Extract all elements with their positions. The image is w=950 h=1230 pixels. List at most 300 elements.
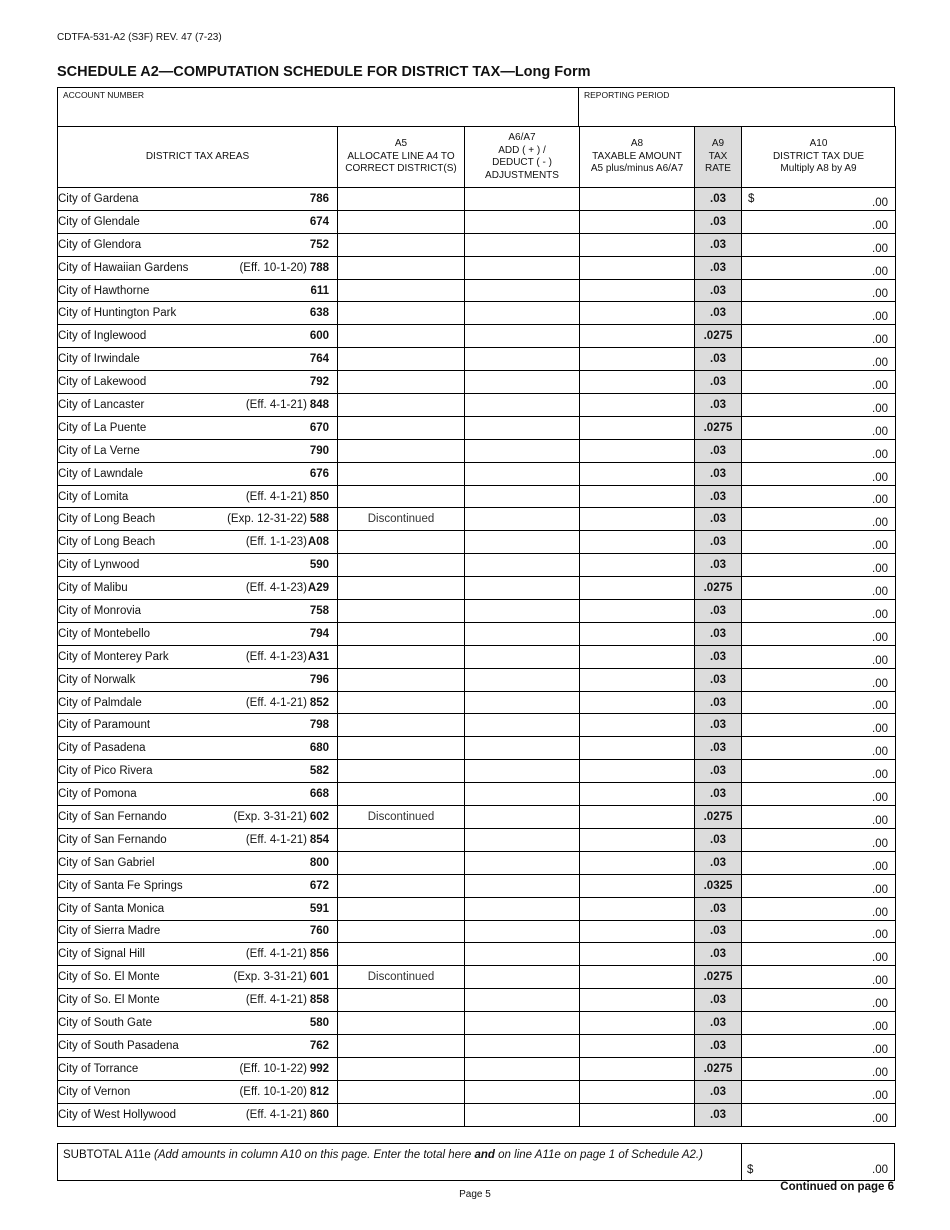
a9-tax-rate (695, 325, 742, 348)
reporting-period-field[interactable] (579, 88, 896, 127)
cents-suffix: .00 (872, 563, 888, 576)
a10-district-tax-due-input[interactable] (742, 210, 896, 233)
a10-district-tax-due-input[interactable] (742, 371, 896, 394)
district-name-cell (58, 897, 338, 920)
a6a7-adjustment-input[interactable] (465, 989, 580, 1012)
subtotal-label: SUBTOTAL A11e (Add amounts in column A10 on this page. Enter the total here and on line A11e on page 1 of Schedule A2.) (58, 1144, 742, 1180)
table-row (58, 714, 896, 737)
tax-rate-value: .03 (710, 765, 726, 778)
col-header-a10: A10 DISTRICT TAX DUE Multiply A8 by A9 (742, 127, 896, 188)
district-name: City of Torrance (58, 1062, 139, 1075)
a9-tax-rate (695, 485, 742, 508)
a9-tax-rate (695, 279, 742, 302)
a8-taxable-amount-input[interactable] (580, 485, 695, 508)
district-name: City of Montebello (58, 627, 151, 640)
a10-district-tax-due-input[interactable] (742, 188, 896, 211)
a8-taxable-amount-input[interactable] (580, 668, 695, 691)
a6a7-adjustment-input[interactable] (465, 1057, 580, 1080)
a8-taxable-amount-input[interactable] (580, 943, 695, 966)
a10-district-tax-due-input[interactable] (742, 1103, 896, 1126)
district-name-cell (58, 188, 338, 211)
a10-district-tax-due-input[interactable] (742, 531, 896, 554)
district-name: City of Paramount (58, 719, 151, 732)
a6a7-adjustment-input[interactable] (465, 256, 580, 279)
a8-taxable-amount-input[interactable] (580, 302, 695, 325)
a6a7-adjustment-input[interactable] (465, 371, 580, 394)
a8-taxable-amount-input[interactable] (580, 508, 695, 531)
district-code: A31 (307, 650, 329, 663)
a6a7-adjustment-input[interactable] (465, 645, 580, 668)
a10-district-tax-due-input[interactable] (742, 508, 896, 531)
district-name-cell (58, 783, 338, 806)
a10-district-tax-due-input[interactable] (742, 256, 896, 279)
a5-allocate-input[interactable] (338, 394, 465, 417)
a6a7-adjustment-input[interactable] (465, 394, 580, 417)
district-name-cell (58, 806, 338, 829)
a10-district-tax-due-input[interactable] (742, 989, 896, 1012)
a5-allocate-input[interactable] (338, 783, 465, 806)
a5-allocate-input[interactable] (338, 416, 465, 439)
table-row (58, 691, 896, 714)
a5-allocate-input[interactable] (338, 188, 465, 211)
district-name-cell (58, 1080, 338, 1103)
table-row (58, 210, 896, 233)
a8-taxable-amount-input[interactable] (580, 416, 695, 439)
table-row (58, 1034, 896, 1057)
table-row (58, 851, 896, 874)
a9-tax-rate (695, 508, 742, 531)
a5-allocate-input[interactable] (338, 668, 465, 691)
district-name-cell (58, 943, 338, 966)
a8-taxable-amount-input[interactable] (580, 622, 695, 645)
district-code: 848 (309, 398, 329, 411)
a9-tax-rate (695, 210, 742, 233)
district-name-cell (58, 1012, 338, 1035)
a5-allocate-input[interactable] (338, 210, 465, 233)
a10-district-tax-due-input[interactable] (742, 394, 896, 417)
a8-taxable-amount-input[interactable] (580, 806, 695, 829)
tax-rate-value: .0275 (703, 421, 733, 434)
subtotal-amount-field[interactable] (742, 1144, 894, 1180)
cents-suffix: .00 (872, 425, 888, 438)
a8-taxable-amount-input[interactable] (580, 348, 695, 371)
table-row (58, 897, 896, 920)
a5-allocate-input[interactable] (338, 371, 465, 394)
a10-district-tax-due-input[interactable] (742, 302, 896, 325)
a10-district-tax-due-input[interactable] (742, 714, 896, 737)
tax-rate-value: .03 (710, 994, 726, 1007)
a8-taxable-amount-input[interactable] (580, 828, 695, 851)
a9-tax-rate (695, 897, 742, 920)
district-name: City of Pico Rivera (58, 765, 153, 778)
a6a7-adjustment-input[interactable] (465, 508, 580, 531)
a6a7-adjustment-input[interactable] (465, 1012, 580, 1035)
table-row (58, 668, 896, 691)
continued-note: Continued on page 6 (780, 1181, 894, 1193)
a6a7-adjustment-input[interactable] (465, 210, 580, 233)
district-name: City of Lakewood (58, 376, 147, 389)
district-name-cell (58, 531, 338, 554)
a10-district-tax-due-input[interactable] (742, 600, 896, 623)
table-row (58, 416, 896, 439)
a8-taxable-amount-input[interactable] (580, 462, 695, 485)
a8-taxable-amount-input[interactable] (580, 279, 695, 302)
a8-taxable-amount-input[interactable] (580, 1012, 695, 1035)
district-code: 676 (309, 467, 329, 480)
a8-taxable-amount-input[interactable] (580, 577, 695, 600)
table-row (58, 600, 896, 623)
a8-taxable-amount-input[interactable] (580, 1034, 695, 1057)
a9-tax-rate (695, 577, 742, 600)
tax-rate-value: .03 (710, 604, 726, 617)
a10-district-tax-due-input[interactable] (742, 462, 896, 485)
a6a7-adjustment-input[interactable] (465, 897, 580, 920)
a8-taxable-amount-input[interactable] (580, 874, 695, 897)
tax-rate-value: .03 (710, 238, 726, 251)
a9-tax-rate (695, 1034, 742, 1057)
table-row (58, 920, 896, 943)
a10-district-tax-due-input[interactable] (742, 485, 896, 508)
a10-district-tax-due-input[interactable] (742, 966, 896, 989)
a5-allocate-input[interactable] (338, 828, 465, 851)
district-code: 812 (309, 1085, 329, 1098)
account-header (57, 87, 895, 127)
district-code: 762 (309, 1039, 329, 1052)
a10-district-tax-due-input[interactable] (742, 622, 896, 645)
district-name-cell (58, 989, 338, 1012)
a6a7-adjustment-input[interactable] (465, 416, 580, 439)
cents-suffix: .00 (872, 814, 888, 827)
district-name-cell (58, 966, 338, 989)
cents-suffix: .00 (872, 608, 888, 621)
a5-allocate-input[interactable] (338, 531, 465, 554)
cents-suffix: .00 (872, 540, 888, 553)
tax-rate-value: .03 (710, 490, 726, 503)
tax-rate-value: .03 (710, 650, 726, 663)
a8-taxable-amount-input[interactable] (580, 531, 695, 554)
table-row (58, 485, 896, 508)
a8-taxable-amount-input[interactable] (580, 783, 695, 806)
district-name-cell (58, 371, 338, 394)
a5-allocate-input[interactable] (338, 325, 465, 348)
a8-taxable-amount-input[interactable] (580, 394, 695, 417)
a6a7-adjustment-input[interactable] (465, 668, 580, 691)
a6a7-adjustment-input[interactable] (465, 188, 580, 211)
a5-allocate-input[interactable] (338, 622, 465, 645)
a10-district-tax-due-input[interactable] (742, 783, 896, 806)
a10-district-tax-due-input[interactable] (742, 416, 896, 439)
a8-taxable-amount-input[interactable] (580, 1103, 695, 1126)
a6a7-adjustment-input[interactable] (465, 737, 580, 760)
a5-allocate-input[interactable] (338, 256, 465, 279)
table-row (58, 371, 896, 394)
a10-district-tax-due-input[interactable] (742, 943, 896, 966)
district-name: City of South Pasadena (58, 1039, 179, 1052)
district-name-cell (58, 668, 338, 691)
a6a7-adjustment-input[interactable] (465, 783, 580, 806)
a6a7-adjustment-input[interactable] (465, 1034, 580, 1057)
cents-suffix: .00 (872, 654, 888, 667)
cents-suffix: .00 (872, 723, 888, 736)
a8-taxable-amount-input[interactable] (580, 439, 695, 462)
a9-tax-rate (695, 851, 742, 874)
a6a7-adjustment-input[interactable] (465, 577, 580, 600)
a9-tax-rate (695, 1080, 742, 1103)
cents-suffix: .00 (872, 929, 888, 942)
a5-allocate-input[interactable] (338, 691, 465, 714)
a5-allocate-input[interactable] (338, 233, 465, 256)
a10-district-tax-due-input[interactable] (742, 828, 896, 851)
a9-tax-rate (695, 554, 742, 577)
a5-allocate-input[interactable] (338, 920, 465, 943)
cents-suffix: .00 (872, 677, 888, 690)
a10-district-tax-due-input[interactable] (742, 851, 896, 874)
district-code: 852 (309, 696, 329, 709)
a6a7-adjustment-input[interactable] (465, 462, 580, 485)
a10-district-tax-due-input[interactable] (742, 897, 896, 920)
tax-rate-value: .03 (710, 948, 726, 961)
a8-taxable-amount-input[interactable] (580, 966, 695, 989)
cents-suffix: .00 (872, 1066, 888, 1079)
a6a7-adjustment-input[interactable] (465, 622, 580, 645)
a5-allocate-input[interactable] (338, 1057, 465, 1080)
a9-tax-rate (695, 645, 742, 668)
a10-district-tax-due-input[interactable] (742, 1012, 896, 1035)
cents-suffix: .00 (872, 631, 888, 644)
a5-allocate-input[interactable] (338, 897, 465, 920)
a6a7-adjustment-input[interactable] (465, 439, 580, 462)
a5-allocate-input[interactable] (338, 600, 465, 623)
a8-taxable-amount-input[interactable] (580, 760, 695, 783)
table-row (58, 966, 896, 989)
a8-taxable-amount-input[interactable] (580, 897, 695, 920)
a10-district-tax-due-input[interactable] (742, 645, 896, 668)
tax-rate-value: .03 (710, 1108, 726, 1121)
a5-allocate-input[interactable] (338, 943, 465, 966)
a5-allocate-input[interactable] (338, 554, 465, 577)
a9-tax-rate (695, 943, 742, 966)
a6a7-adjustment-input[interactable] (465, 531, 580, 554)
a5-allocate-input[interactable] (338, 577, 465, 600)
a10-district-tax-due-input[interactable] (742, 1034, 896, 1057)
table-row (58, 394, 896, 417)
cents-suffix: .00 (872, 998, 888, 1011)
a6a7-adjustment-input[interactable] (465, 233, 580, 256)
district-name: City of Huntington Park (58, 307, 177, 320)
district-name-cell (58, 691, 338, 714)
district-code: 992 (309, 1062, 329, 1075)
currency-symbol: $ (748, 192, 755, 205)
a6a7-adjustment-input[interactable] (465, 554, 580, 577)
a5-allocate-input[interactable] (338, 1080, 465, 1103)
a6a7-adjustment-input[interactable] (465, 302, 580, 325)
a8-taxable-amount-input[interactable] (580, 325, 695, 348)
tax-rate-value: .03 (710, 856, 726, 869)
a10-district-tax-due-input[interactable] (742, 920, 896, 943)
a5-status: Discontinued (367, 513, 435, 526)
a8-taxable-amount-input[interactable] (580, 1057, 695, 1080)
a8-taxable-amount-input[interactable] (580, 920, 695, 943)
a9-tax-rate (695, 462, 742, 485)
a8-taxable-amount-input[interactable] (580, 645, 695, 668)
a8-taxable-amount-input[interactable] (580, 210, 695, 233)
a5-allocate-input[interactable] (338, 806, 465, 829)
district-name-cell (58, 554, 338, 577)
table-row (58, 783, 896, 806)
tax-rate-value: .03 (710, 1085, 726, 1098)
district-code: 764 (309, 353, 329, 366)
district-code: 670 (309, 421, 329, 434)
a5-allocate-input[interactable] (338, 851, 465, 874)
a10-district-tax-due-input[interactable] (742, 874, 896, 897)
table-row (58, 828, 896, 851)
district-name: City of La Puente (58, 421, 147, 434)
account-number-label: ACCOUNT NUMBER (63, 90, 145, 100)
a10-district-tax-due-input[interactable] (742, 577, 896, 600)
a10-district-tax-due-input[interactable] (742, 691, 896, 714)
a8-taxable-amount-input[interactable] (580, 989, 695, 1012)
district-name-cell (58, 851, 338, 874)
district-name-cell (58, 1057, 338, 1080)
district-effective-note: (Eff. 4-1-21) (245, 948, 307, 961)
a9-tax-rate (695, 989, 742, 1012)
a5-allocate-input[interactable] (338, 485, 465, 508)
table-row (58, 554, 896, 577)
a5-allocate-input[interactable] (338, 462, 465, 485)
a8-taxable-amount-input[interactable] (580, 737, 695, 760)
cents-suffix: .00 (872, 196, 888, 209)
a5-allocate-input[interactable] (338, 966, 465, 989)
district-name: City of Santa Fe Springs (58, 879, 183, 892)
a6a7-adjustment-input[interactable] (465, 1103, 580, 1126)
a6a7-adjustment-input[interactable] (465, 1080, 580, 1103)
table-row (58, 325, 896, 348)
tax-rate-value: .03 (710, 559, 726, 572)
district-effective-note: (Eff. 4-1-23) (245, 650, 307, 663)
district-name-cell (58, 325, 338, 348)
cents-suffix: .00 (872, 380, 888, 393)
a9-tax-rate (695, 1012, 742, 1035)
a8-taxable-amount-input[interactable] (580, 600, 695, 623)
a6a7-adjustment-input[interactable] (465, 966, 580, 989)
a6a7-adjustment-input[interactable] (465, 325, 580, 348)
a8-taxable-amount-input[interactable] (580, 554, 695, 577)
a6a7-adjustment-input[interactable] (465, 348, 580, 371)
a9-tax-rate (695, 874, 742, 897)
a8-taxable-amount-input[interactable] (580, 691, 695, 714)
a6a7-adjustment-input[interactable] (465, 760, 580, 783)
a6a7-adjustment-input[interactable] (465, 691, 580, 714)
a6a7-adjustment-input[interactable] (465, 851, 580, 874)
district-code: 668 (309, 788, 329, 801)
a5-allocate-input[interactable] (338, 279, 465, 302)
district-code: 602 (309, 810, 329, 823)
district-name-cell (58, 760, 338, 783)
district-code: A29 (307, 582, 329, 595)
a5-allocate-input[interactable] (338, 714, 465, 737)
a9-tax-rate (695, 691, 742, 714)
col-header-a6a7: A6/A7 ADD ( + ) / DEDUCT ( - ) ADJUSTMENTS (465, 127, 580, 188)
a6a7-adjustment-input[interactable] (465, 828, 580, 851)
a10-district-tax-due-input[interactable] (742, 348, 896, 371)
district-name: City of Santa Monica (58, 902, 165, 915)
a5-allocate-input[interactable] (338, 645, 465, 668)
a5-allocate-input[interactable] (338, 760, 465, 783)
cents-suffix: .00 (872, 517, 888, 530)
a8-taxable-amount-input[interactable] (580, 256, 695, 279)
table-row (58, 348, 896, 371)
table-row (58, 508, 896, 531)
a5-allocate-input[interactable] (338, 1034, 465, 1057)
a10-district-tax-due-input[interactable] (742, 737, 896, 760)
a8-taxable-amount-input[interactable] (580, 371, 695, 394)
a5-allocate-input[interactable] (338, 302, 465, 325)
district-code: 792 (309, 376, 329, 389)
a8-taxable-amount-input[interactable] (580, 851, 695, 874)
district-effective-note: (Eff. 4-1-21) (245, 994, 307, 1007)
col-header-a8: A8 TAXABLE AMOUNT A5 plus/minus A6/A7 (580, 127, 695, 188)
district-name-cell (58, 600, 338, 623)
a6a7-adjustment-input[interactable] (465, 943, 580, 966)
district-name-cell (58, 622, 338, 645)
a5-allocate-input[interactable] (338, 439, 465, 462)
district-name: City of Long Beach (58, 536, 156, 549)
a5-allocate-input[interactable] (338, 737, 465, 760)
a6a7-adjustment-input[interactable] (465, 714, 580, 737)
a6a7-adjustment-input[interactable] (465, 874, 580, 897)
a5-allocate-input[interactable] (338, 874, 465, 897)
district-code: 600 (309, 330, 329, 343)
col-header-a9: A9 TAX RATE (695, 127, 742, 188)
a10-district-tax-due-input[interactable] (742, 760, 896, 783)
a10-district-tax-due-input[interactable] (742, 279, 896, 302)
district-name-cell (58, 348, 338, 371)
tax-rate-value: .03 (710, 925, 726, 938)
cents-suffix: .00 (872, 334, 888, 347)
a10-district-tax-due-input[interactable] (742, 806, 896, 829)
a10-district-tax-due-input[interactable] (742, 668, 896, 691)
table-row (58, 989, 896, 1012)
a5-allocate-input[interactable] (338, 508, 465, 531)
a6a7-adjustment-input[interactable] (465, 920, 580, 943)
a8-taxable-amount-input[interactable] (580, 1080, 695, 1103)
district-effective-note: (Eff. 4-1-21) (245, 490, 307, 503)
a10-district-tax-due-input[interactable] (742, 439, 896, 462)
a10-district-tax-due-input[interactable] (742, 233, 896, 256)
a5-allocate-input[interactable] (338, 1012, 465, 1035)
a5-allocate-input[interactable] (338, 1103, 465, 1126)
a5-allocate-input[interactable] (338, 348, 465, 371)
a6a7-adjustment-input[interactable] (465, 279, 580, 302)
district-code: 760 (309, 925, 329, 938)
district-name: City of Pasadena (58, 742, 146, 755)
district-code: 638 (309, 307, 329, 320)
district-name: City of Lancaster (58, 398, 145, 411)
a10-district-tax-due-input[interactable] (742, 554, 896, 577)
a8-taxable-amount-input[interactable] (580, 714, 695, 737)
a6a7-adjustment-input[interactable] (465, 600, 580, 623)
a10-district-tax-due-input[interactable] (742, 1080, 896, 1103)
a10-district-tax-due-input[interactable] (742, 1057, 896, 1080)
form-id: CDTFA-531-A2 (S3F) REV. 47 (7-23) (57, 32, 222, 43)
a5-allocate-input[interactable] (338, 989, 465, 1012)
account-number-field[interactable] (58, 88, 579, 127)
a8-taxable-amount-input[interactable] (580, 188, 695, 211)
a10-district-tax-due-input[interactable] (742, 325, 896, 348)
a8-taxable-amount-input[interactable] (580, 233, 695, 256)
a6a7-adjustment-input[interactable] (465, 806, 580, 829)
a6a7-adjustment-input[interactable] (465, 485, 580, 508)
